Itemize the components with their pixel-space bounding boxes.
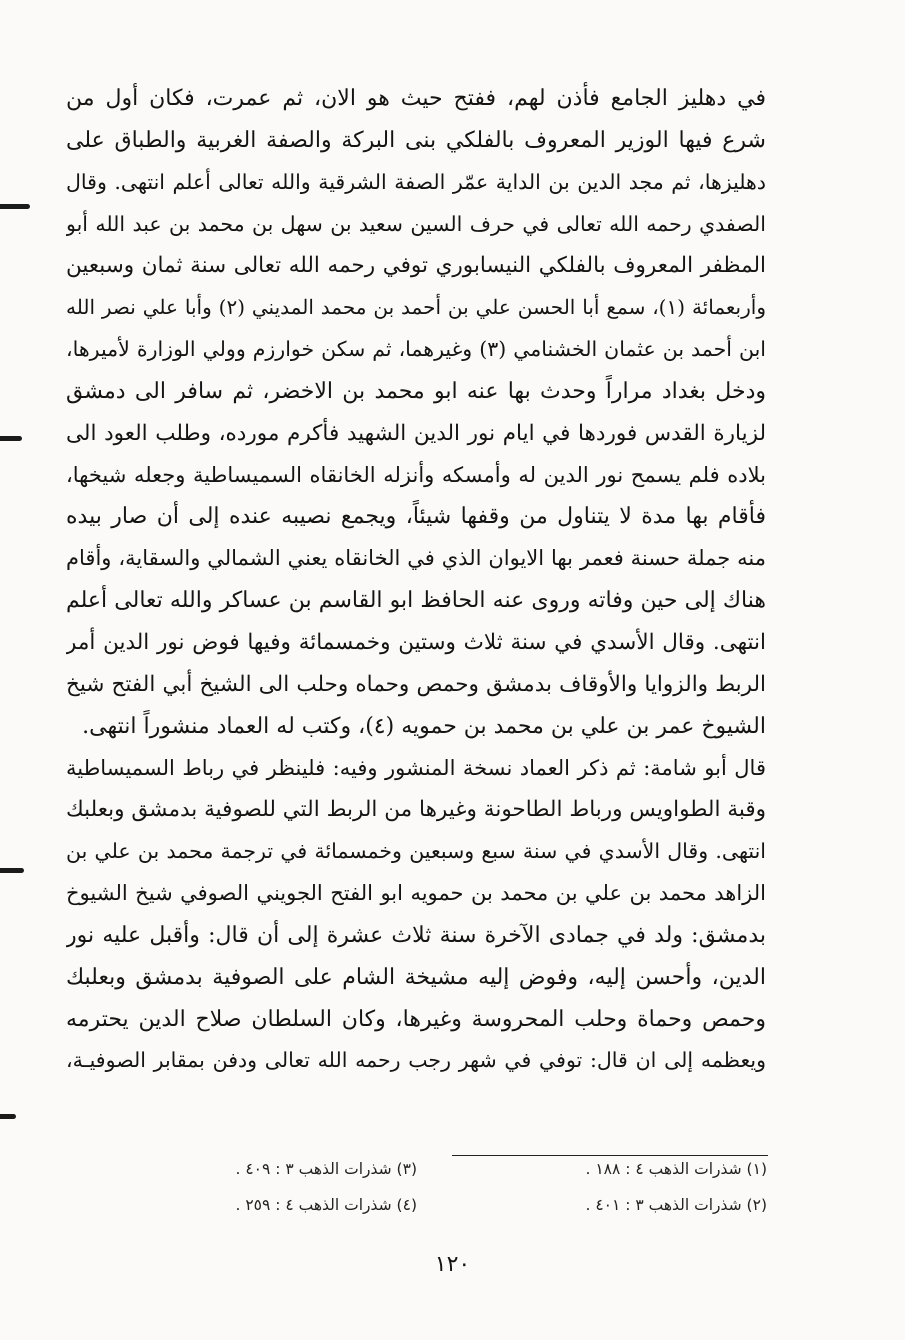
text-line: الصفدي رحمه الله تعالى في حرف السين سعيد بن سهل بن محمد بن عبد الله أبو	[66, 211, 766, 236]
text-line: وحمص وحماة وحلب المحروسة وغيرها، وكان السلطان صلاح الدين يحترمه	[66, 1006, 766, 1032]
text-line: دهليزها، ثم مجد الدين بن الداية عمّر الصفة الشرقية والله تعالى أعلم انتهى. وقال	[66, 169, 766, 194]
text-line: الدين، وأحسن إليه، وفوض إليه مشيخة الشام على الصوفية بدمشق وبعلبك	[66, 964, 766, 990]
text-line: الشيوخ عمر بن علي بن محمد بن حمويه (٤)، وكتب له العماد منشوراً انتهى.	[82, 713, 766, 739]
scan-edge-mark	[0, 1114, 16, 1119]
text-line: شرع فيها الوزير المعروف بالفلكي بنى البركة والصفة الغربية والطباق على	[66, 127, 766, 153]
text-line: هناك إلى حين وفاته وروى عنه الحافظ ابو القاسم بن عساكر والله تعالى أعلم	[66, 588, 766, 614]
text-line: بلاده فلم يسمح نور الدين له وأمسكه وأنزله الخانقاه السميساطية وجعله شيخها،	[66, 462, 766, 487]
text-line: في دهليز الجامع فأذن لهم، ففتح حيث هو الان، ثم عمرت، فكان أول من	[66, 86, 766, 111]
text-line: ويعظمه إلى ان قال: توفي في شهر رجب رحمه الله تعالى ودفن بمقابر الصوفيـة،	[66, 1048, 766, 1073]
footnote-1: (١) شذرات الذهب ٤ : ١٨٨ .	[585, 1160, 767, 1178]
scan-edge-mark	[0, 204, 30, 209]
page-number: ١٢٠	[434, 1252, 471, 1277]
text-line: انتهى. وقال الأسدي في سنة سبع وسبعين وخمسمائة في ترجمة محمد بن علي بن	[66, 839, 766, 864]
footnote-divider	[452, 1155, 768, 1156]
text-line: وقبة الطواويس ورباط الطاحونة وغيرها من الربط التي للصوفية بدمشق وبعلبك	[66, 797, 766, 823]
text-line: ودخل بغداد مراراً وحدث بها عنه ابو محمد بن الاخضر، ثم سافر الى دمشق	[66, 378, 766, 404]
text-line: لزيارة القدس فوردها في ايام نور الدين الشهيد فأكرم مورده، وطلب العود الى	[66, 420, 766, 446]
scan-edge-mark	[0, 868, 24, 873]
body-text	[66, 78, 766, 1082]
text-line: ابن أحمد بن عثمان الخشنامي (٣) وغيرهما، ثم سكن خوارزم وولي الوزارة لأميرها،	[66, 337, 766, 362]
text-line: منه جملة حسنة فعمر بها الايوان الذي في الخانقاه يعني الشمالي والسقاية، وأقام	[66, 546, 766, 571]
text-line: بدمشق: ولد في جمادى الآخرة سنة ثلاث عشرة إلى أن قال: وأقبل عليه نور	[66, 922, 766, 948]
text-line: وأربعمائة (١)، سمع أبا الحسن علي بن أحمد بن محمد المديني (٢) وأبا علي نصر الله	[66, 295, 766, 320]
text-line: الزاهد محمد بن علي بن محمد بن حمويه ابو الفتح الجويني الصوفي شيخ الشيوخ	[66, 881, 766, 906]
text-line: انتهى. وقال الأسدي في سنة ثلاث وستين وخمسمائة وفيها فوض نور الدين أمر	[66, 629, 766, 655]
footnote-4: (٤) شذرات الذهب ٤ : ٢٥٩ .	[235, 1196, 417, 1214]
text-line: الربط والزوايا والأوقاف بدمشق وحمص وحماه وحلب الى الشيخ أبي الفتح شيخ	[66, 671, 766, 697]
text-line: قال أبو شامة: ثم ذكر العماد نسخة المنشور وفيه: فلينظر في رباط السميساطية	[66, 755, 766, 780]
text-line: فأقام بها مدة لا يتناول من وقفها شيئاً، ويجمع نصيبه عنده إلى أن صار بيده	[66, 504, 766, 530]
scan-edge-mark	[0, 436, 22, 441]
footnote-3: (٣) شذرات الذهب ٣ : ٤٠٩ .	[235, 1160, 417, 1178]
text-line: المظفر المعروف بالفلكي النيسابوري توفي رحمه الله تعالى سنة ثمان وسبعين	[66, 253, 766, 279]
footnote-2: (٢) شذرات الذهب ٣ : ٤٠١ .	[585, 1196, 767, 1214]
